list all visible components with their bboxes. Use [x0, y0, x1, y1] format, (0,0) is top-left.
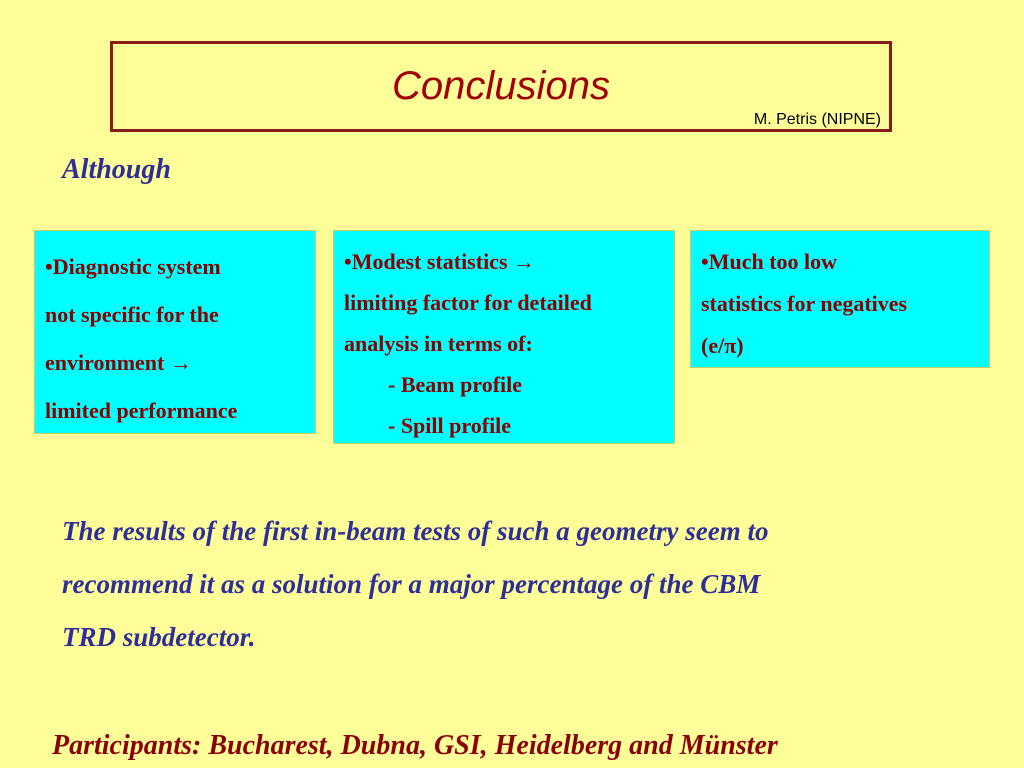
box-line: (e/π): [701, 333, 744, 358]
box-line-spill-profile: - Spill profile: [388, 413, 512, 438]
results-line: TRD subdetector.: [62, 622, 256, 652]
results-line: recommend it as a solution for a major percentage of the CBM: [62, 569, 761, 599]
results-line: The results of the first in-beam tests of such a geometry seem to: [62, 516, 769, 546]
results-paragraph: [62, 505, 982, 664]
intro-text: Although: [62, 154, 171, 185]
box-line: limited performance: [45, 398, 238, 423]
slide-title: Conclusions: [392, 64, 610, 108]
box-line: •Modest statistics →: [344, 249, 536, 274]
title-box: [110, 41, 892, 132]
box-line: not specific for the: [45, 302, 219, 327]
box-line: limiting factor for detailed: [344, 290, 592, 315]
box-line: environment →: [45, 350, 192, 375]
conclusion-box-negatives: [690, 230, 990, 368]
box-line: statistics for negatives: [701, 291, 908, 316]
box-line: analysis in terms of:: [344, 331, 533, 356]
conclusion-box-statistics: [333, 230, 675, 444]
box-line-beam-profile: - Beam profile: [388, 372, 523, 397]
participants-text: Participants: Bucharest, Dubna, GSI, Heidelberg and Münster: [52, 730, 778, 761]
box-line: •Much too low: [701, 249, 838, 274]
box-line: •Diagnostic system: [45, 254, 221, 279]
conclusion-box-diagnostic: [34, 230, 316, 434]
author-credit: M. Petris (NIPNE): [753, 111, 881, 128]
